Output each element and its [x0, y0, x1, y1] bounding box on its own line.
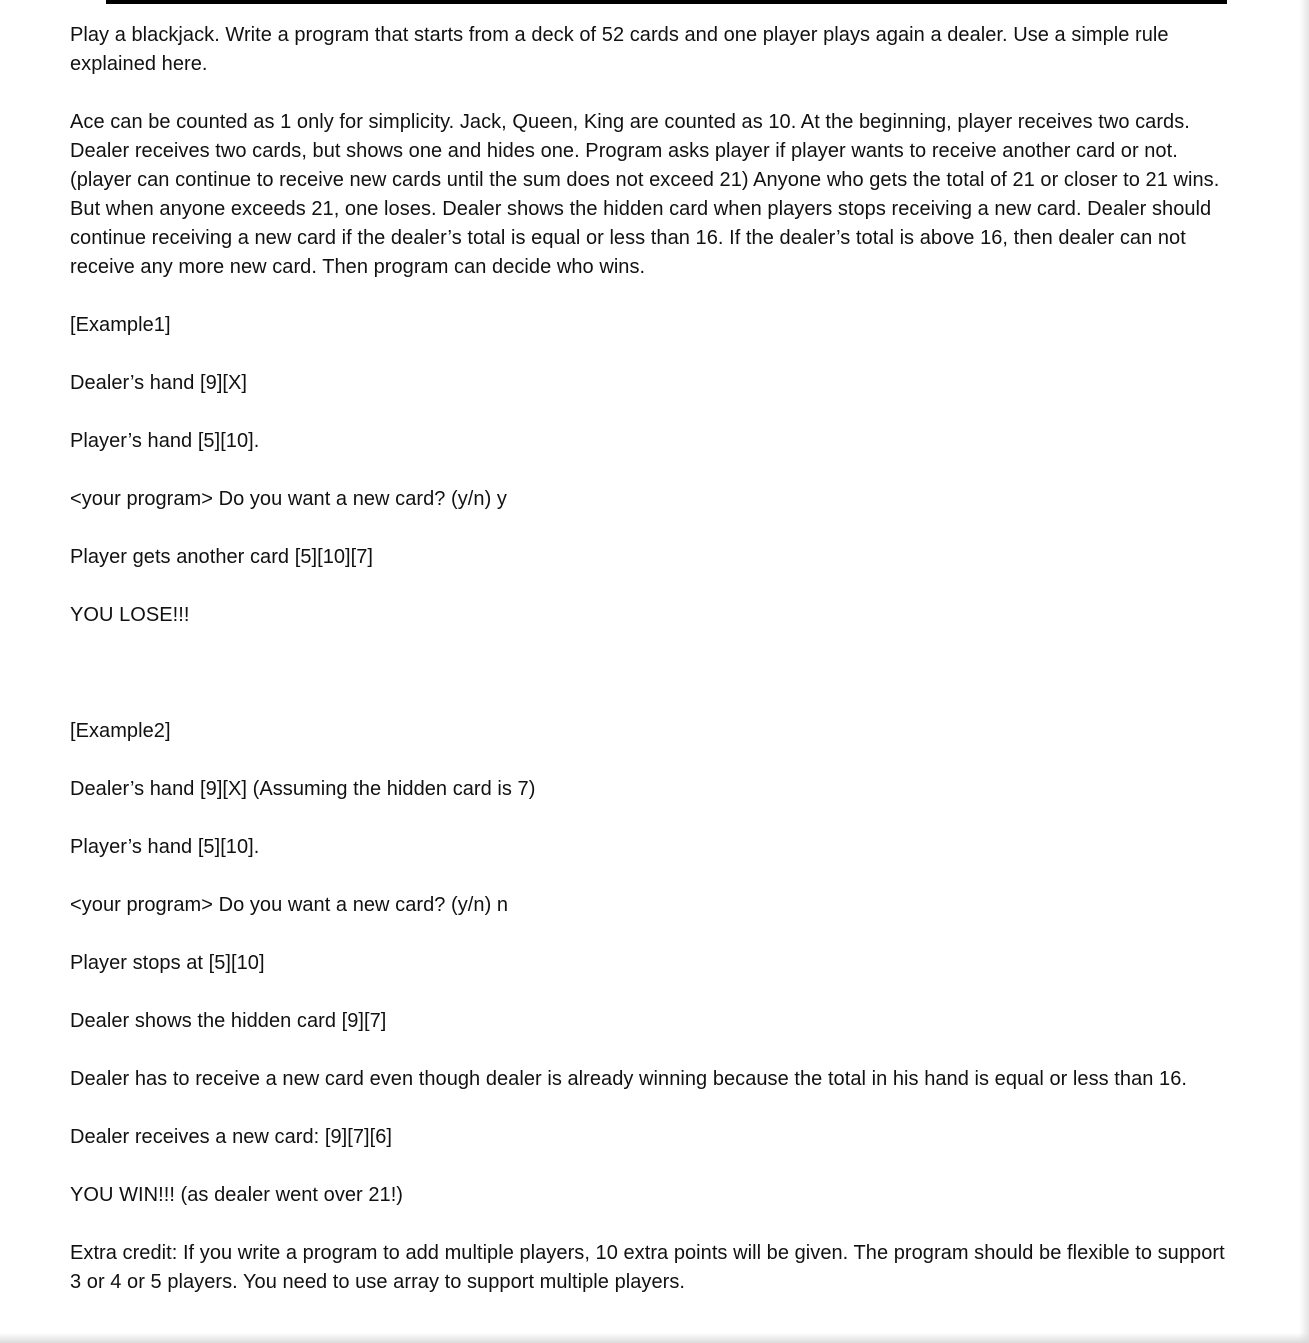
extra-credit-paragraph: Extra credit: If you write a program to add multiple players, 10 extra points will be given. The program should be flexible to support 3 or 4 or 5 players. You need to use array to support multiple players. — [70, 1242, 1225, 1293]
example2-player-hand: Player’s hand [5][10]. — [70, 836, 260, 858]
example2-dealer-hand: Dealer’s hand [9][X] (Assuming the hidden card is 7) — [70, 778, 536, 800]
page-edge-shadow-right — [1299, 0, 1309, 1343]
example2-prompt: <your program> Do you want a new card? (y/n) n — [70, 894, 509, 916]
example1-heading: [Example1] — [70, 314, 171, 336]
example2-dealer-receives: Dealer receives a new card: [9][7][6] — [70, 1126, 393, 1148]
example2-dealer-must-draw: Dealer has to receive a new card even though dealer is already winning because the total in his hand is equal or less than 16. — [70, 1068, 1187, 1090]
example1-player-hand: Player’s hand [5][10]. — [70, 430, 260, 452]
example2-result: YOU WIN!!! (as dealer went over 21!) — [70, 1184, 404, 1206]
example1-player-gets-card: Player gets another card [5][10][7] — [70, 546, 374, 568]
example2-player-stops: Player stops at [5][10] — [70, 952, 265, 974]
example1-prompt: <your program> Do you want a new card? (y/n) y — [70, 488, 507, 510]
assignment-document — [70, 21, 1228, 1297]
top-border-line — [106, 0, 1227, 4]
example1-dealer-hand: Dealer’s hand [9][X] — [70, 372, 248, 394]
example1-result: YOU LOSE!!! — [70, 604, 190, 626]
example2-heading: [Example2] — [70, 720, 171, 742]
example2-dealer-shows: Dealer shows the hidden card [9][7] — [70, 1010, 387, 1032]
intro-paragraph: Play a blackjack. Write a program that starts from a deck of 52 cards and one player plays again a dealer. Use a simple rule explained here. — [70, 24, 1169, 75]
rules-paragraph: Ace can be counted as 1 only for simplicity. Jack, Queen, King are counted as 10. At the beginning, player receives two cards. Dealer receives two cards, but shows one and hides one. Program asks player if player wants to receive another card or not. (player can continue to receive new cards until the sum does not exceed 21) Anyone who gets the total of 21 or closer to 21 wins. But when anyone exceeds 21, one loses. Dealer shows the hidden card when players stops receiving a new card. Dealer should continue receiving a new card if the dealer’s total is equal or less than 16. If the dealer’s total is above 16, then dealer can not receive any more new card. Then program can decide who wins. — [70, 111, 1220, 278]
page-edge-shadow-bottom — [0, 1333, 1309, 1343]
